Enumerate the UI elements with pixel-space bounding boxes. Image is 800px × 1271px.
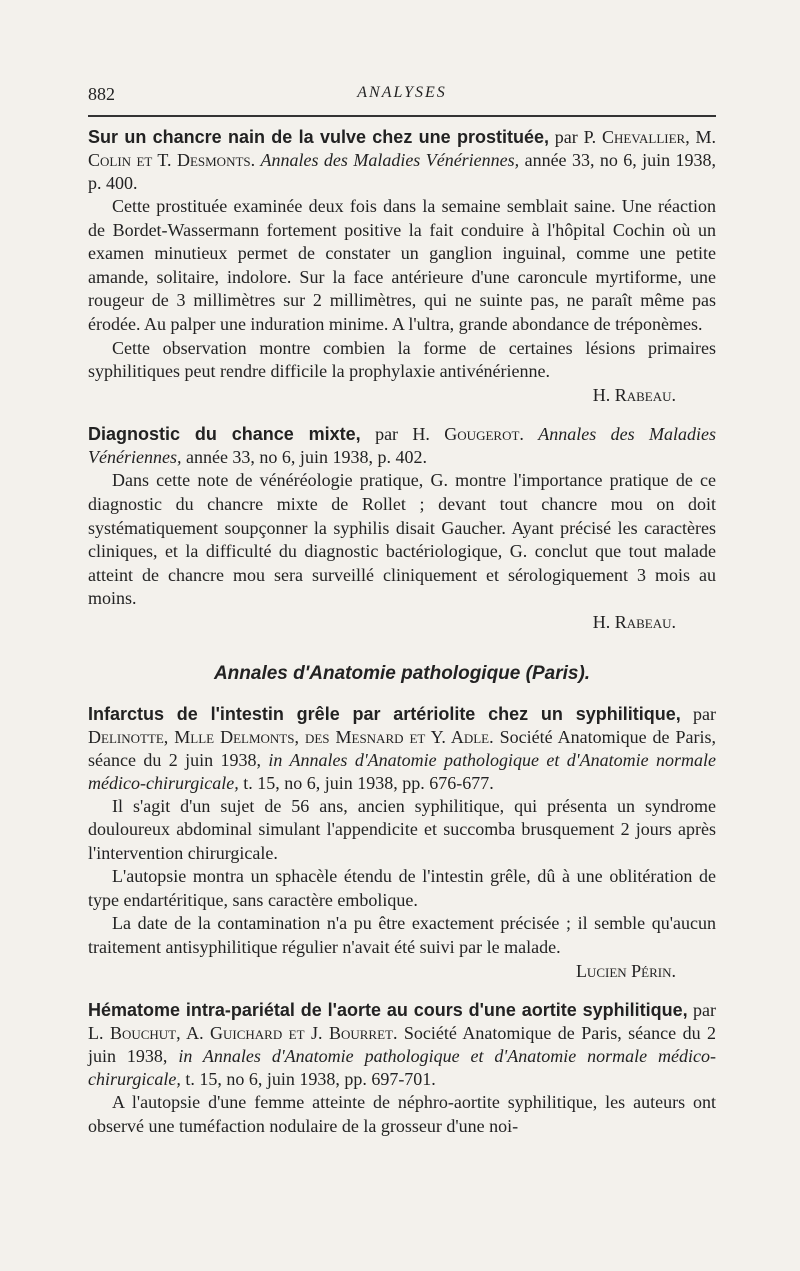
authors-prefix: par P. [554,127,602,147]
paragraph: L'autopsie montra un sphacèle étendu de l'intestin grêle, dû à une oblitération de type endartéritique, sans caractère embolique. [88,866,716,910]
society: Société Anatomique de Paris, séance du 2 juin 1938, [88,1023,717,1067]
page-content [88,126,716,1138]
article-title: Sur un chancre nain de la vulve chez une prostituée, [88,127,549,147]
article-title: Infarctus de l'intestin grêle par artériolite chez un syphilitique, [88,703,681,724]
authors-prefix: par [693,703,716,724]
article-2 [88,423,716,634]
article-authors: Delinotte, Mlle Delmonts, des Mesnard et Y. Adle. [88,726,494,747]
paragraph: Cette observation montre combien la forme de certaines lésions primaires syphilitiques peut rendre difficile la prophylaxie antivénérienne. [88,337,716,382]
signature: H. Rabeau. [592,611,676,632]
paragraph: Il s'agit d'un sujet de 56 ans, ancien syphilitique, qui présenta un syndrome douloureux abdominal simulant l'appendicite et succomba brusquement 2 jours après l'intervention chirurgicale. [88,795,716,863]
article-heading [88,703,716,795]
signature: H. Rabeau. [592,384,676,405]
article-authors: Gougerot. [444,424,524,445]
society: Société Anatomique de Paris, séance du 2 juin 1938, [88,726,717,770]
paragraph: La date de la contamination n'a pu être exactement précisée ; il semble qu'aucun traitement antisyphilitique régulier n'avait été suivi par le malade. [88,913,716,958]
paragraph: Dans cette note de vénéréologie pratique, G. montre l'importance pratique de ce diagnostic du chancre mixte de Rollet ; devant tout chancre mou on doit systématiquement soupçonner la syphilis disait Gaucher. Ayant précisé les caractères cliniques, et la difficulté du diagnostic bactériologique, G. conclut que tout malade atteint de chancre mou sera surveillé cliniquement et sérologiquement 3 mois au moins. [88,470,716,609]
article-1 [88,126,716,407]
article-heading [88,423,716,469]
journal-reference: t. 15, no 6, juin 1938, pp. 676-677. [243,772,494,793]
paragraph: A l'autopsie d'une femme atteinte de néphro-aortite syphilitique, les auteurs ont observé une tuméfaction nodulaire de la grosseur d'une noi- [88,1092,716,1136]
journal-reference: t. 15, no 6, juin 1938, pp. 697-701. [185,1069,436,1090]
journal-name: in Annales d'Anatomie pathologique et d'Anatomie normale médico-chirurgicale, [88,1046,716,1090]
header-rule [88,115,716,117]
authors-prefix: par L. [88,1000,716,1044]
article-title: Diagnostic du chance mixte, [88,424,361,445]
page-header [88,84,716,108]
journal-name: Annales des Maladies Vénériennes, [88,424,717,468]
article-heading [88,999,716,1091]
paragraph: Cette prostituée examinée deux fois dans la semaine semblait saine. Une réaction de Bordet-Wassermann fortement positive la fait conduire à l'hôpital Cochin où un examen minutieux permet de constater un ganglion inguinal, comme une petite amande, solitaire, indolore. Sur la face antérieure d'une caroncule myrtiforme, une rougeur de 3 millimètres sur 2 millimètres, qui ne suinte pas, ne paraît même pas érodée. Au palper une induration minime. A l'ultra, grande abondance de tréponèmes. [88,196,716,334]
signature: Lucien Périn. [575,960,676,981]
article-heading [88,126,716,195]
article-3 [88,703,716,984]
article-authors: Bouchut, A. Guichard et J. Bourret. [109,1023,398,1044]
journal-reference: année 33, no 6, juin 1938, p. 402. [185,447,427,468]
authors-prefix: par H. [375,424,445,445]
page-number: 882 [88,84,115,104]
article-title: Hématome intra-pariétal de l'aorte au cours d'une aortite syphilitique, [88,1000,688,1021]
running-head: ANALYSES [357,84,447,101]
journal-name: in Annales d'Anatomie pathologique et d'Anatomie normale médico-chirurgicale, [88,749,717,793]
article-authors: Chevallier, M. Colin et T. Desmonts. [88,127,717,170]
journal-name: Annales des Maladies Vénériennes, [260,150,520,170]
journal-reference: année 33, no 6, juin 1938, p. 400. [88,150,717,193]
section-title: Annales d'Anatomie pathologique (Paris). [213,662,591,684]
article-4 [88,999,716,1138]
